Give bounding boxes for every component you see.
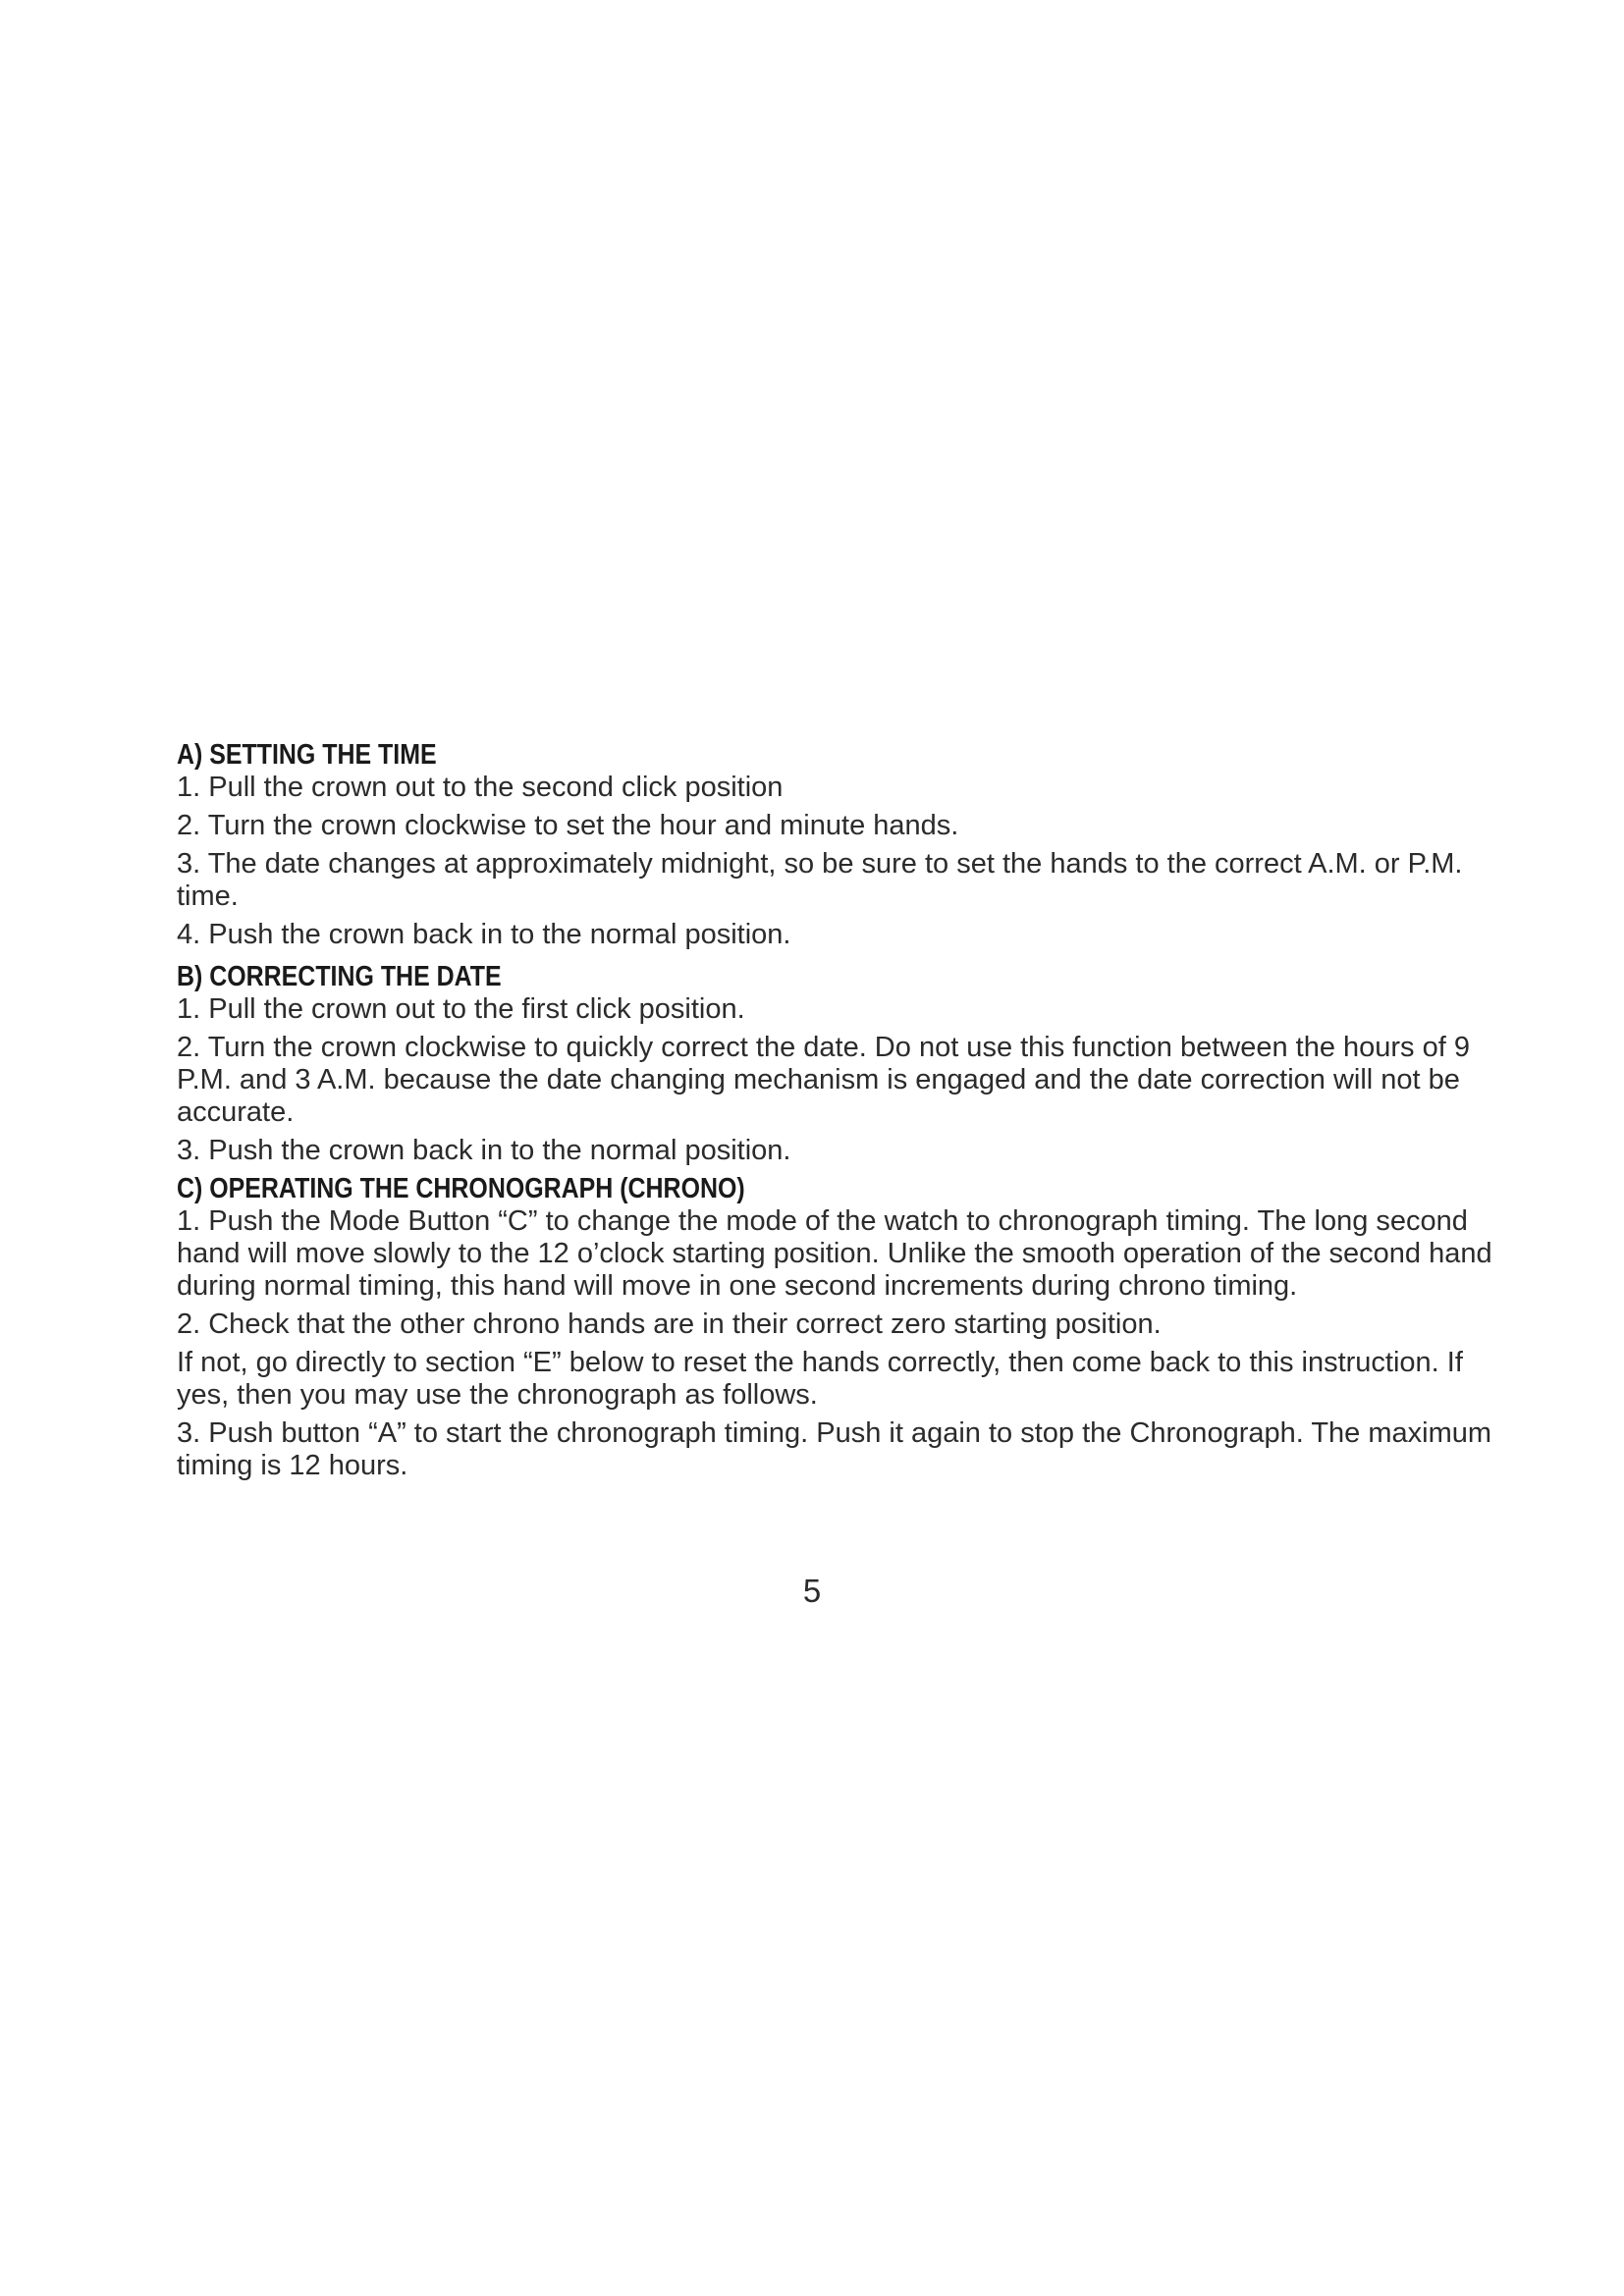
- page-number: 5: [802, 1573, 822, 1609]
- instruction-paragraph: 3. Push button “A” to start the chronograph timing. Push it again to stop the Chronograph. The maximum timing is 12 hours.: [177, 1417, 1492, 1481]
- section-heading: C) OPERATING THE CHRONOGRAPH (CHRONO): [177, 1173, 745, 1204]
- instruction-paragraph: 1. Pull the crown out to the second click position: [177, 772, 784, 803]
- section-heading: B) CORRECTING THE DATE: [177, 961, 502, 992]
- manual-content: [177, 739, 1492, 1488]
- instruction-paragraph: 3. The date changes at approximately midnight, so be sure to set the hands to the correct A.M. or P.M. time.: [177, 848, 1463, 912]
- section-operating-the-chronograph: [177, 1173, 1492, 1482]
- instruction-paragraph: 2. Turn the crown clockwise to quickly correct the date. Do not use this function between the hours of 9 P.M. and 3 A.M. because the date changing mechanism is engaged and the date correction will not be accurate.: [177, 1032, 1470, 1128]
- section-correcting-the-date: [177, 961, 1492, 1167]
- instruction-paragraph: 4. Push the crown back in to the normal position.: [177, 919, 791, 950]
- section-heading: A) SETTING THE TIME: [177, 739, 437, 771]
- section-setting-the-time: [177, 739, 1492, 951]
- instruction-paragraph: 2. Turn the crown clockwise to set the hour and minute hands.: [177, 810, 959, 841]
- instruction-paragraph: 1. Pull the crown out to the first click position.: [177, 993, 745, 1025]
- instruction-paragraph: 2. Check that the other chrono hands are in their correct zero starting position.: [177, 1308, 1162, 1340]
- instruction-paragraph: 1. Push the Mode Button “C” to change the mode of the watch to chronograph timing. The long second hand will move slowly to the 12 o’clock starting position. Unlike the smooth operation of the second hand during normal timing, this hand will move in one second increments during chrono timing.: [177, 1205, 1492, 1302]
- instruction-paragraph: If not, go directly to section “E” below to reset the hands correctly, then come back to this instruction. If yes, then you may use the chronograph as follows.: [177, 1347, 1463, 1411]
- instruction-paragraph: 3. Push the crown back in to the normal position.: [177, 1135, 791, 1166]
